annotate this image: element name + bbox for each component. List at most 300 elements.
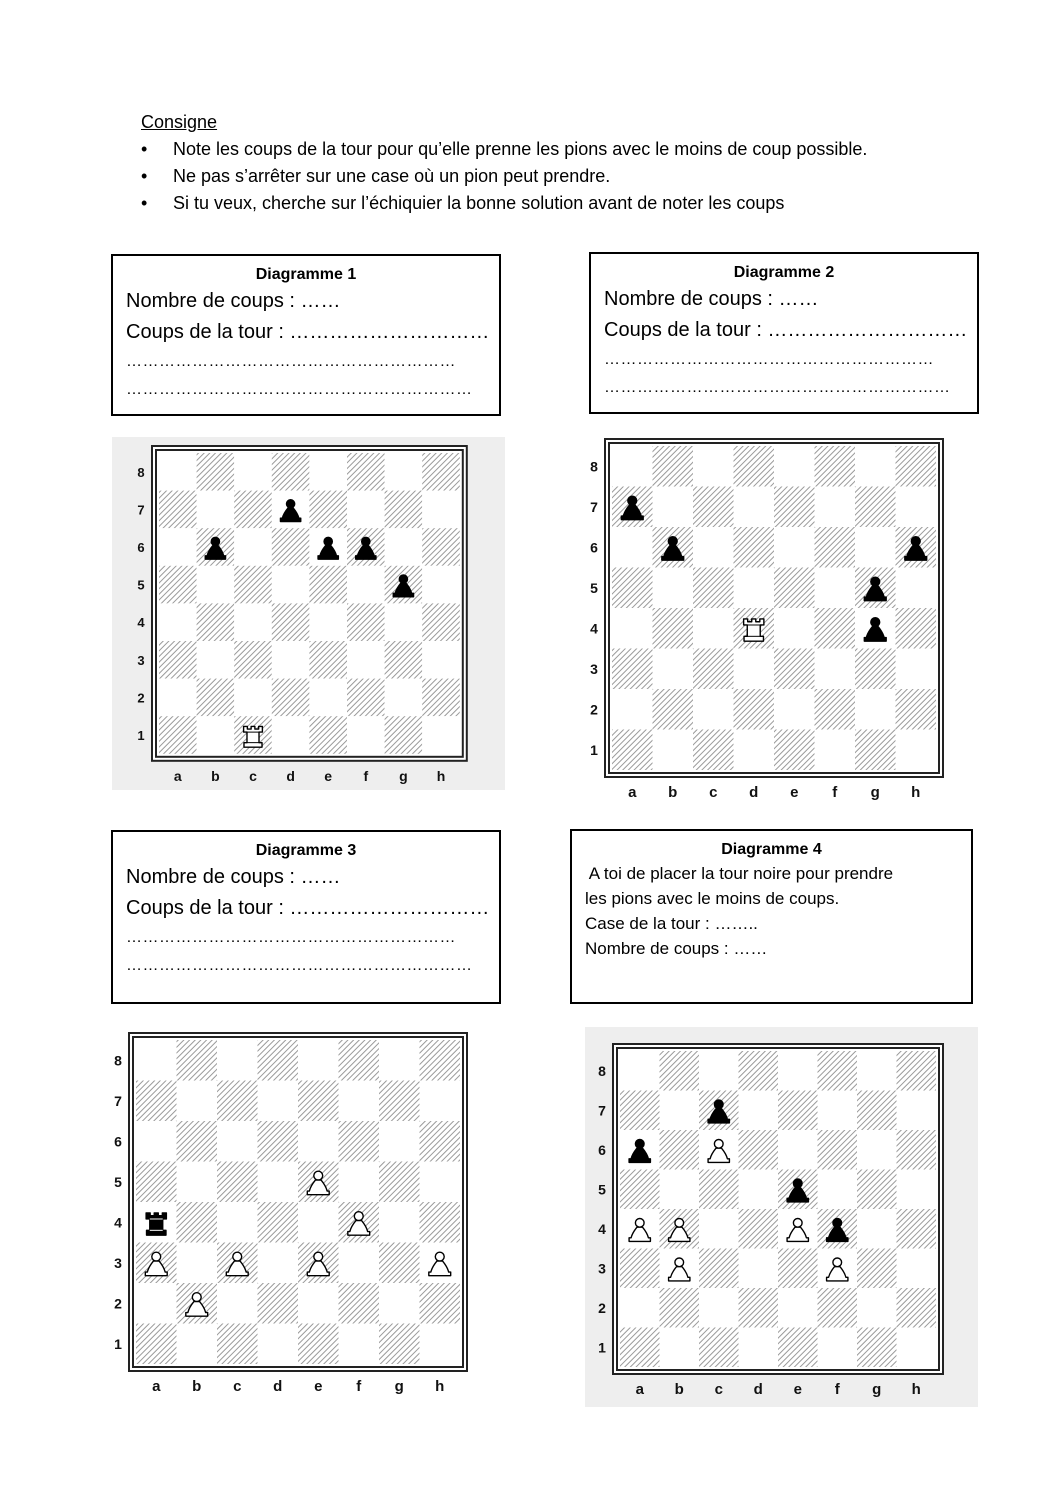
- square-f5: [339, 1162, 380, 1203]
- file-label: h: [911, 1381, 921, 1398]
- rank-label: 3: [137, 652, 145, 668]
- rank-label: 6: [590, 539, 598, 556]
- square-h6: [897, 1130, 937, 1170]
- file-label: g: [399, 767, 408, 784]
- file-label: f: [832, 784, 838, 801]
- file-label: d: [753, 1381, 763, 1398]
- square-b1: [653, 730, 694, 771]
- board-3-svg: [112, 1032, 472, 1394]
- rank-label: 5: [590, 579, 598, 596]
- square-e3: [774, 649, 815, 690]
- square-f1: [815, 730, 856, 771]
- rank-label: 3: [114, 1254, 122, 1271]
- square-c5: [217, 1162, 258, 1203]
- square-h4: [896, 608, 937, 649]
- square-c5: [693, 568, 734, 609]
- black-rook-icon: [146, 1213, 166, 1235]
- square-f2: [339, 1283, 380, 1324]
- square-b8: [660, 1051, 700, 1091]
- square-g8: [379, 1040, 420, 1081]
- file-label: e: [324, 767, 333, 784]
- chessboard-3: [112, 1032, 472, 1394]
- file-label: c: [714, 1381, 723, 1398]
- rank-label: 4: [137, 615, 145, 631]
- square-d5: [739, 1170, 779, 1210]
- square-h5: [896, 568, 937, 609]
- square-e4: [298, 1202, 339, 1243]
- square-a2: [620, 1288, 660, 1328]
- file-label: c: [249, 767, 257, 784]
- square-a5: [620, 1170, 660, 1210]
- square-b2: [197, 679, 235, 717]
- file-label: h: [436, 767, 446, 784]
- square-b6: [177, 1121, 218, 1162]
- square-d4: [258, 1202, 299, 1243]
- diagram-3-answer-box: [111, 830, 501, 1004]
- square-g2: [379, 1283, 420, 1324]
- chessboard-1: [112, 437, 505, 790]
- square-g1: [857, 1328, 897, 1368]
- file-label: a: [173, 767, 182, 784]
- square-f4: [347, 603, 385, 641]
- rank-label: 1: [137, 728, 145, 743]
- square-h8: [420, 1040, 461, 1081]
- square-a4: [612, 608, 653, 649]
- square-f1: [818, 1328, 858, 1368]
- file-label: g: [872, 1381, 882, 1398]
- rank-label: 4: [590, 620, 598, 637]
- square-f2: [818, 1288, 858, 1328]
- square-g2: [385, 679, 423, 717]
- square-e1: [309, 716, 347, 754]
- square-c4: [234, 603, 272, 641]
- file-label: a: [635, 1381, 644, 1398]
- square-c6: [217, 1121, 258, 1162]
- square-f7: [815, 487, 856, 528]
- square-h1: [897, 1328, 937, 1368]
- square-g8: [857, 1051, 897, 1091]
- square-a6: [159, 528, 197, 566]
- answer-line[interactable]: ……………………………………………………: [604, 351, 934, 368]
- square-g8: [385, 453, 423, 491]
- square-c8: [693, 446, 734, 487]
- square-d2: [272, 679, 310, 717]
- square-f1: [339, 1324, 380, 1365]
- square-b8: [197, 453, 235, 491]
- square-a3: [612, 649, 653, 690]
- move-count-field[interactable]: Nombre de coups : ……: [585, 939, 768, 958]
- square-f7: [347, 491, 385, 529]
- square-a3: [620, 1249, 660, 1289]
- square-a2: [136, 1283, 177, 1324]
- square-e6: [774, 527, 815, 568]
- file-label: f: [363, 767, 369, 784]
- rank-label: 8: [137, 464, 145, 480]
- square-h4: [897, 1209, 937, 1249]
- square-g2: [855, 689, 896, 730]
- square-a1: [159, 716, 197, 754]
- square-d7: [734, 487, 775, 528]
- square-h6: [420, 1121, 461, 1162]
- square-b3: [653, 649, 694, 690]
- square-a3: [159, 641, 197, 679]
- square-h3: [897, 1249, 937, 1289]
- square-a4: [159, 603, 197, 641]
- square-g5: [857, 1170, 897, 1210]
- square-b1: [177, 1324, 218, 1365]
- square-a8: [159, 453, 197, 491]
- square-f3: [339, 1243, 380, 1284]
- square-c4: [217, 1202, 258, 1243]
- file-label: b: [668, 784, 678, 801]
- move-count-field[interactable]: Nombre de coups : ……: [604, 288, 819, 310]
- diagram-2-answer-box: [589, 252, 979, 414]
- square-h7: [897, 1091, 937, 1131]
- square-h4: [420, 1202, 461, 1243]
- rank-label: 8: [114, 1052, 122, 1069]
- square-c7: [693, 487, 734, 528]
- square-f1: [347, 716, 385, 754]
- file-label: c: [233, 1378, 242, 1395]
- square-g2: [857, 1288, 897, 1328]
- square-h1: [420, 1324, 461, 1365]
- square-f5: [815, 568, 856, 609]
- instructions-list: [141, 136, 1021, 217]
- diagram-title: Diagramme 4: [721, 841, 822, 858]
- square-c2: [234, 679, 272, 717]
- file-label: e: [790, 784, 799, 801]
- square-h7: [422, 491, 460, 529]
- square-d6: [272, 528, 310, 566]
- square-e7: [298, 1081, 339, 1122]
- square-d5: [734, 568, 775, 609]
- square-e6: [778, 1130, 818, 1170]
- square-f8: [818, 1051, 858, 1091]
- square-g6: [385, 528, 423, 566]
- square-d7: [739, 1091, 779, 1131]
- file-label: d: [749, 784, 759, 801]
- square-c8: [699, 1051, 739, 1091]
- square-d3: [258, 1243, 299, 1284]
- rook-moves-field[interactable]: Coups de la tour : …………………………: [604, 319, 968, 341]
- square-b8: [177, 1040, 218, 1081]
- square-e6: [298, 1121, 339, 1162]
- diagram-title: Diagramme 2: [733, 264, 835, 281]
- square-d3: [272, 641, 310, 679]
- file-label: f: [356, 1378, 362, 1395]
- square-g4: [857, 1209, 897, 1249]
- square-f8: [347, 453, 385, 491]
- square-h4: [422, 603, 460, 641]
- square-e1: [778, 1328, 818, 1368]
- board-1-svg: [112, 437, 505, 790]
- square-f8: [339, 1040, 380, 1081]
- square-a1: [136, 1324, 177, 1365]
- square-e8: [298, 1040, 339, 1081]
- file-label: g: [394, 1378, 404, 1395]
- square-h6: [422, 528, 460, 566]
- diagram-4-instruction: A toi de placer la tour noire pour prendre: [585, 864, 894, 883]
- square-d5: [258, 1162, 299, 1203]
- chessboard-2: [592, 438, 952, 800]
- square-f3: [347, 641, 385, 679]
- square-b1: [197, 716, 235, 754]
- square-g8: [855, 446, 896, 487]
- square-g3: [385, 641, 423, 679]
- square-a5: [612, 568, 653, 609]
- square-e2: [309, 679, 347, 717]
- square-g7: [855, 487, 896, 528]
- square-b5: [653, 568, 694, 609]
- square-g4: [379, 1202, 420, 1243]
- instruction-item: • Note les coups de la tour pour qu’elle prenne les pions avec le moins de coup possible.: [141, 136, 1021, 163]
- square-d2: [734, 689, 775, 730]
- square-b6: [660, 1130, 700, 1170]
- square-b3: [177, 1243, 218, 1284]
- square-b3: [197, 641, 235, 679]
- square-g3: [379, 1243, 420, 1284]
- square-b2: [653, 689, 694, 730]
- square-c6: [234, 528, 272, 566]
- rank-label: 6: [598, 1141, 606, 1158]
- square-f7: [339, 1081, 380, 1122]
- square-e3: [309, 641, 347, 679]
- square-h7: [420, 1081, 461, 1122]
- square-c8: [217, 1040, 258, 1081]
- square-a8: [136, 1040, 177, 1081]
- square-a6: [136, 1121, 177, 1162]
- square-f6: [815, 527, 856, 568]
- file-label: b: [192, 1378, 202, 1395]
- square-d2: [739, 1288, 779, 1328]
- square-d3: [739, 1249, 779, 1289]
- square-d1: [272, 716, 310, 754]
- diagram-title: Diagramme 1: [255, 266, 357, 283]
- square-e5: [774, 568, 815, 609]
- square-b7: [197, 491, 235, 529]
- rook-moves-field[interactable]: Coups de la tour : …………………………: [126, 897, 490, 919]
- square-g1: [855, 730, 896, 771]
- rank-label: 1: [598, 1339, 606, 1356]
- rank-label: 2: [137, 690, 145, 706]
- square-c3: [693, 649, 734, 690]
- square-h2: [897, 1288, 937, 1328]
- square-a7: [620, 1091, 660, 1131]
- square-g6: [857, 1130, 897, 1170]
- square-b4: [653, 608, 694, 649]
- square-g5: [379, 1162, 420, 1203]
- rank-label: 1: [114, 1335, 122, 1352]
- square-h2: [420, 1283, 461, 1324]
- answer-line[interactable]: ……………………………………………………: [126, 353, 456, 370]
- square-e2: [298, 1283, 339, 1324]
- rank-label: 7: [598, 1102, 606, 1119]
- square-c1: [217, 1324, 258, 1365]
- square-d1: [734, 730, 775, 771]
- rank-label: 2: [114, 1295, 122, 1312]
- square-h8: [422, 453, 460, 491]
- square-h1: [422, 716, 460, 754]
- square-d8: [739, 1051, 779, 1091]
- square-g7: [385, 491, 423, 529]
- rank-label: 5: [114, 1173, 122, 1190]
- square-e8: [774, 446, 815, 487]
- diagram-4-instruction: les pions avec le moins de coups.: [585, 889, 840, 908]
- answer-line[interactable]: ……………………………………………………: [126, 929, 456, 946]
- square-e4: [774, 608, 815, 649]
- rank-label: 7: [590, 498, 598, 515]
- square-c4: [693, 608, 734, 649]
- square-e2: [778, 1288, 818, 1328]
- square-f5: [818, 1170, 858, 1210]
- square-e8: [778, 1051, 818, 1091]
- square-h7: [896, 487, 937, 528]
- move-count-field[interactable]: Nombre de coups : ……: [126, 866, 341, 888]
- square-e3: [778, 1249, 818, 1289]
- file-label: a: [152, 1378, 161, 1395]
- square-c8: [234, 453, 272, 491]
- square-e8: [309, 453, 347, 491]
- square-g3: [857, 1249, 897, 1289]
- rank-label: 7: [114, 1092, 122, 1109]
- instructions-title: Consigne: [141, 112, 218, 132]
- rank-label: 4: [598, 1220, 606, 1237]
- square-f7: [818, 1091, 858, 1131]
- file-label: h: [435, 1378, 445, 1395]
- square-b8: [653, 446, 694, 487]
- diagram-title: Diagramme 3: [255, 842, 357, 859]
- square-b7: [177, 1081, 218, 1122]
- file-label: d: [286, 767, 295, 784]
- square-c7: [217, 1081, 258, 1122]
- square-e1: [774, 730, 815, 771]
- square-f4: [815, 608, 856, 649]
- square-c1: [699, 1328, 739, 1368]
- square-a8: [620, 1051, 660, 1091]
- square-c2: [699, 1288, 739, 1328]
- square-g3: [855, 649, 896, 690]
- square-d5: [272, 566, 310, 604]
- white-rook-icon: [744, 619, 764, 641]
- square-c1: [693, 730, 734, 771]
- square-f6: [339, 1121, 380, 1162]
- square-d1: [258, 1324, 299, 1365]
- file-label: g: [870, 784, 880, 801]
- rank-label: 8: [590, 458, 598, 475]
- board-2-svg: [592, 438, 952, 800]
- square-a7: [159, 491, 197, 529]
- answer-line[interactable]: ………………………………………………………: [604, 379, 951, 396]
- square-e7: [309, 491, 347, 529]
- square-e7: [774, 487, 815, 528]
- white-rook-icon: [244, 726, 263, 747]
- square-c3: [234, 641, 272, 679]
- file-label: a: [628, 784, 637, 801]
- square-f2: [347, 679, 385, 717]
- square-a5: [136, 1162, 177, 1203]
- rook-square-field[interactable]: Case de la tour : ……..: [585, 914, 758, 933]
- file-label: c: [709, 784, 718, 801]
- move-count-field[interactable]: Nombre de coups : ……: [126, 290, 341, 312]
- square-f5: [347, 566, 385, 604]
- square-f6: [818, 1130, 858, 1170]
- square-a1: [620, 1328, 660, 1368]
- diagram-4-answer-box: [570, 829, 973, 1004]
- square-c5: [234, 566, 272, 604]
- square-d6: [734, 527, 775, 568]
- rank-label: 7: [137, 502, 145, 518]
- square-c5: [699, 1170, 739, 1210]
- square-a2: [612, 689, 653, 730]
- square-b5: [660, 1170, 700, 1210]
- square-c6: [693, 527, 734, 568]
- square-d3: [734, 649, 775, 690]
- rank-label: 5: [598, 1181, 606, 1198]
- square-g6: [379, 1121, 420, 1162]
- square-c3: [699, 1249, 739, 1289]
- square-g7: [379, 1081, 420, 1122]
- square-h5: [422, 566, 460, 604]
- chessboard-4: [585, 1027, 978, 1407]
- rank-label: 3: [590, 660, 598, 677]
- square-b2: [660, 1288, 700, 1328]
- rank-label: 2: [590, 701, 598, 718]
- answer-line[interactable]: ………………………………………………………: [126, 381, 473, 398]
- square-b5: [197, 566, 235, 604]
- square-b1: [660, 1328, 700, 1368]
- square-a5: [159, 566, 197, 604]
- instruction-item: • Si tu veux, cherche sur l’échiquier la bonne solution avant de noter les coups: [141, 190, 1021, 217]
- square-g1: [385, 716, 423, 754]
- square-b7: [660, 1091, 700, 1131]
- square-h5: [420, 1162, 461, 1203]
- square-f2: [815, 689, 856, 730]
- file-label: d: [273, 1378, 283, 1395]
- square-f3: [815, 649, 856, 690]
- square-h8: [897, 1051, 937, 1091]
- answer-line[interactable]: ………………………………………………………: [126, 957, 473, 974]
- square-d4: [739, 1209, 779, 1249]
- square-d8: [272, 453, 310, 491]
- square-c4: [699, 1209, 739, 1249]
- square-d6: [739, 1130, 779, 1170]
- rook-moves-field[interactable]: Coups de la tour : …………………………: [126, 321, 490, 343]
- file-label: b: [211, 767, 220, 784]
- square-e4: [309, 603, 347, 641]
- square-a1: [612, 730, 653, 771]
- square-c2: [693, 689, 734, 730]
- rank-label: 4: [114, 1214, 122, 1231]
- square-c7: [234, 491, 272, 529]
- square-h2: [896, 689, 937, 730]
- square-d8: [258, 1040, 299, 1081]
- square-g7: [857, 1091, 897, 1131]
- file-label: h: [911, 784, 921, 801]
- square-e7: [778, 1091, 818, 1131]
- square-h5: [897, 1170, 937, 1210]
- rank-label: 6: [137, 540, 145, 555]
- file-label: f: [834, 1381, 840, 1398]
- square-g6: [855, 527, 896, 568]
- square-d4: [272, 603, 310, 641]
- square-e1: [298, 1324, 339, 1365]
- square-e2: [774, 689, 815, 730]
- file-label: b: [674, 1381, 684, 1398]
- square-g4: [385, 603, 423, 641]
- square-h2: [422, 679, 460, 717]
- square-h1: [896, 730, 937, 771]
- square-b4: [197, 603, 235, 641]
